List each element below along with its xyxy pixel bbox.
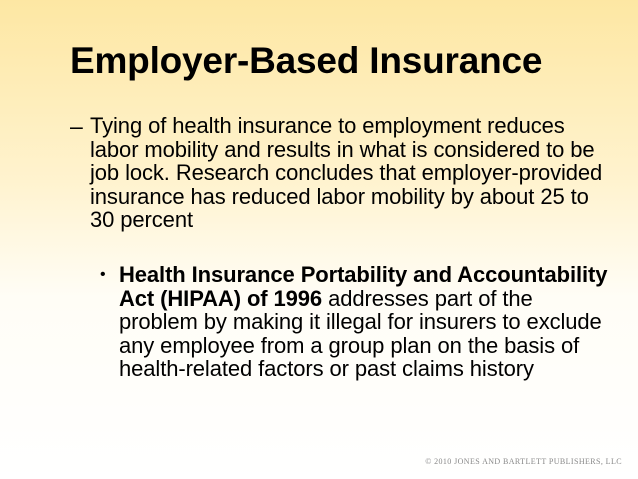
copyright-notice: © 2010 JONES AND BARTLETT PUBLISHERS, LLC xyxy=(425,457,622,466)
main-point-text: Tying of health insurance to employment reduces labor mobility and results in what is considered to be job lock. Research concludes that employer-provided insurance has reduced labor mobility by about 25 to 30 percent xyxy=(90,113,603,233)
slide-title: Employer-Based Insurance xyxy=(70,40,543,81)
bullet-marker: • xyxy=(100,266,106,283)
sub-point xyxy=(100,263,610,381)
dash-marker: – xyxy=(70,113,83,139)
sub-point-bold-text: Health Insurance Portability and Accountability Act (HIPAA) of 1996 xyxy=(119,262,608,311)
main-point xyxy=(70,114,610,232)
sub-point-text xyxy=(119,263,610,381)
sub-point-rest-text: addresses part of the problem by making it illegal for insurers to exclude any employee from a group plan on the basis of health-related factors or past claims history xyxy=(119,285,602,382)
